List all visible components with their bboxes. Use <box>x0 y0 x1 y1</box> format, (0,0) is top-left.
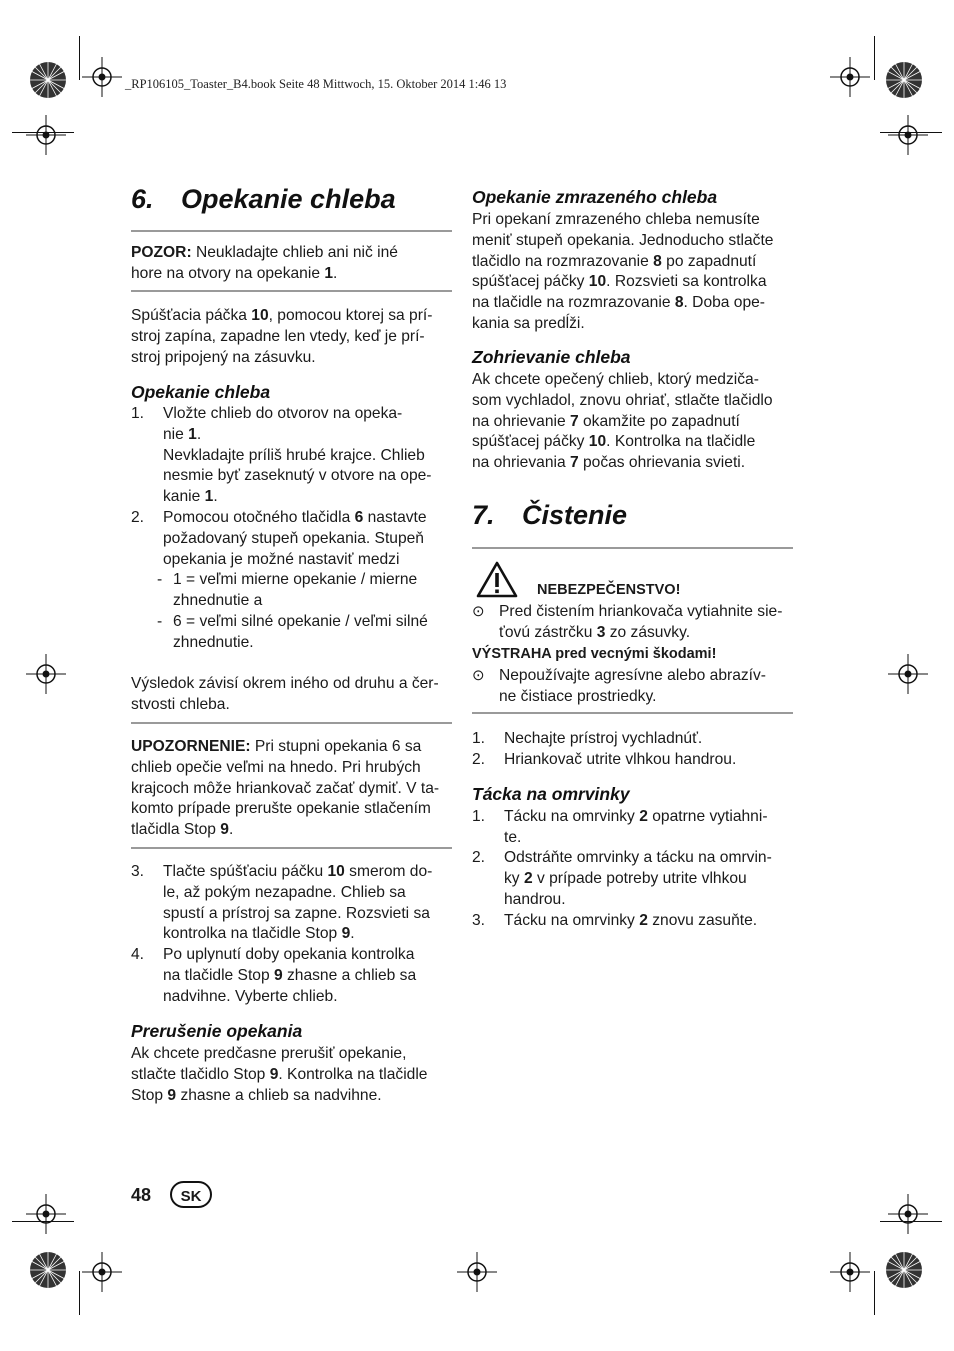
crop-mark <box>874 36 875 80</box>
registration-mark-icon <box>828 1250 872 1294</box>
registration-mark-icon <box>24 652 68 696</box>
registration-mark-icon <box>455 1250 499 1294</box>
registration-mark-icon <box>24 113 68 157</box>
section-heading-6: 6. Opekanie chleba <box>131 184 396 214</box>
subheading-prerusenie: Prerušenie opekania <box>131 1021 303 1041</box>
intro-paragraph: Spúšťacia páčka 10, pomocou ktorej sa prí- stroj zapína, zapadne len vtedy, keď je prí- stroj pripojený na zásuvku. <box>131 307 433 366</box>
circle-dot-icon: ⊙ <box>472 603 485 620</box>
note-rule-top <box>131 722 452 724</box>
color-target-icon <box>28 60 68 100</box>
section-rule <box>472 547 793 549</box>
subheading-tacka: Tácka na omrvinky <box>472 784 630 804</box>
crop-mark <box>874 1271 875 1315</box>
registration-mark-icon <box>24 1192 68 1236</box>
subheading-zmrazeny: Opekanie zmrazeného chleba <box>472 187 718 207</box>
danger-label: NEBEZPEČENSTVO! <box>537 582 681 598</box>
registration-mark-icon <box>886 113 930 157</box>
caution-note: POZOR: Neukladajte chlieb ani nič iné hore na otvory na opekanie 1. <box>131 244 398 282</box>
registration-mark-icon <box>886 1192 930 1236</box>
registration-mark-icon <box>828 55 872 99</box>
caution-rule <box>131 290 452 292</box>
section-heading-7: 7. Čistenie <box>472 500 628 530</box>
note-rule-bottom <box>131 847 452 849</box>
print-file-info: _RP106105_Toaster_B4.book Seite 48 Mittwoch, 15. Oktober 2014 1:46 13 <box>125 77 507 91</box>
registration-mark-icon <box>80 55 124 99</box>
circle-dot-icon: ⊙ <box>472 667 485 684</box>
note-paragraph: UPOZORNENIE: Pri stupni opekania 6 sa chlieb opečie veľmi na hnedo. Pri hrubých krajcoch môže hriankovač začať dymiť. V ta- komto prípade prerušte opekanie stlačením tlačidla Stop 9. <box>131 738 440 839</box>
property-damage-label: VÝSTRAHA pred vecnými škodami! <box>472 646 717 662</box>
registration-mark-icon <box>80 1250 124 1294</box>
frozen-paragraph: Pri opekaní zmrazeného chleba nemusíte meniť stupeň opekania. Jednoducho stlačte tlačidlo na rozmrazovanie 8 po zapadnutí spúšťacej páčky 10. Rozsvieti sa kontrolka na tlačidle na rozmrazovanie 8. Doba ope- kania sa predĺži. <box>472 211 774 332</box>
subheading-zohrievanie: Zohrievanie chleba <box>472 347 631 367</box>
result-paragraph: Výsledok závisí okrem iného od druhu a čer- stvosti chleba. <box>131 675 439 713</box>
warm-paragraph: Ak chcete opečený chlieb, ktorý medziča- som vychladol, znovu ohriať, stlačte tlačidlo na ohrievanie 7 okamžite po zapadnutí spúšťacej páčky 10. Kontrolka na tlačidle na ohrievania 7 počas ohrievania svieti. <box>472 371 773 472</box>
warning-rule <box>472 712 793 714</box>
page-number: 48 <box>131 1185 152 1205</box>
color-target-icon <box>884 60 924 100</box>
color-target-icon <box>884 1250 924 1290</box>
subheading-opekanie: Opekanie chleba <box>131 382 271 402</box>
section-rule <box>131 230 452 232</box>
registration-mark-icon <box>886 652 930 696</box>
warning-triangle-icon <box>476 561 518 598</box>
interrupt-paragraph: Ak chcete predčasne prerušiť opekanie, stlačte tlačidlo Stop 9. Kontrolka na tlačidle Stop 9 zhasne a chlieb sa nadvihne. <box>131 1045 428 1104</box>
language-badge: SK <box>170 1181 212 1208</box>
color-target-icon <box>28 1250 68 1290</box>
